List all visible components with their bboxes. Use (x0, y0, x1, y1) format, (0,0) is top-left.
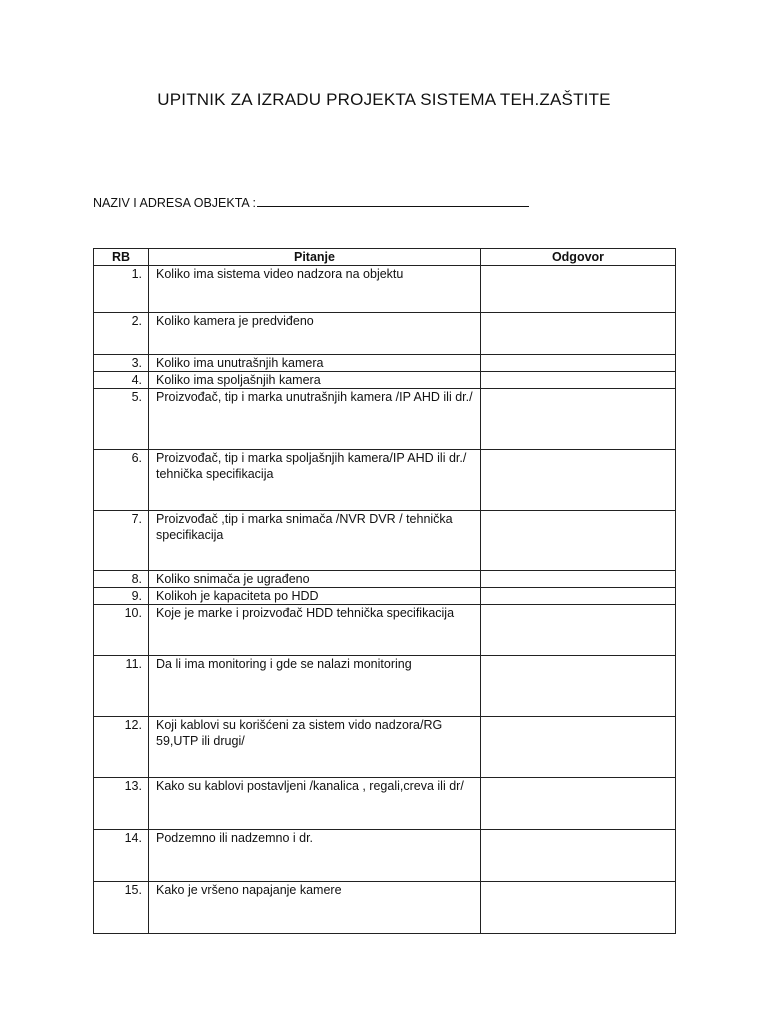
table-row (94, 588, 676, 605)
table-row (94, 882, 676, 934)
row-question: Koliko ima spoljašnjih kamera (149, 372, 481, 389)
row-answer-cell[interactable] (481, 571, 676, 588)
row-answer-cell[interactable] (481, 266, 676, 313)
table-row (94, 450, 676, 511)
row-number: 5. (94, 389, 149, 450)
page-title: UPITNIK ZA IZRADU PROJEKTA SISTEMA TEH.ZAŠTITE (157, 90, 611, 109)
object-name-address-line (93, 193, 529, 210)
table-row (94, 656, 676, 717)
row-number: 13. (94, 778, 149, 830)
row-question: Koliko snimača je ugrađeno (149, 571, 481, 588)
row-question: Da li ima monitoring i gde se nalazi monitoring (149, 656, 481, 717)
table-row (94, 266, 676, 313)
table-row (94, 389, 676, 450)
row-answer-cell[interactable] (481, 450, 676, 511)
row-answer-cell[interactable] (481, 389, 676, 450)
row-number: 14. (94, 830, 149, 882)
table-row (94, 372, 676, 389)
header-question: Pitanje (149, 249, 481, 266)
row-number: 3. (94, 355, 149, 372)
row-answer-cell[interactable] (481, 882, 676, 934)
row-answer-cell[interactable] (481, 372, 676, 389)
row-number: 6. (94, 450, 149, 511)
row-answer-cell[interactable] (481, 778, 676, 830)
row-question: Koliko ima sistema video nadzora na objektu (149, 266, 481, 313)
row-number: 10. (94, 605, 149, 656)
table-row (94, 313, 676, 355)
row-answer-cell[interactable] (481, 588, 676, 605)
row-question: Kolikoh je kapaciteta po HDD (149, 588, 481, 605)
row-number: 1. (94, 266, 149, 313)
row-question: Koliko ima unutrašnjih kamera (149, 355, 481, 372)
header-rb: RB (94, 249, 149, 266)
row-number: 7. (94, 511, 149, 571)
row-answer-cell[interactable] (481, 313, 676, 355)
table-row (94, 605, 676, 656)
table-row (94, 571, 676, 588)
row-answer-cell[interactable] (481, 717, 676, 778)
row-answer-cell[interactable] (481, 605, 676, 656)
row-answer-cell[interactable] (481, 355, 676, 372)
row-question: Koji kablovi su korišćeni za sistem vido nadzora/RG 59,UTP ili drugi/ (149, 717, 481, 778)
row-question: Proizvođač, tip i marka unutrašnjih kamera /IP AHD ili dr./ (149, 389, 481, 450)
table-row (94, 830, 676, 882)
row-answer-cell[interactable] (481, 830, 676, 882)
row-answer-cell[interactable] (481, 511, 676, 571)
object-name-address-field[interactable] (257, 193, 529, 207)
row-question: Proizvođač, tip i marka spoljašnjih kamera/IP AHD ili dr./ tehnička specifikacija (149, 450, 481, 511)
header-answer: Odgovor (481, 249, 676, 266)
table-header-row (94, 249, 676, 266)
questionnaire-table (93, 248, 676, 934)
row-question: Podzemno ili nadzemno i dr. (149, 830, 481, 882)
table-row (94, 511, 676, 571)
object-name-address-label: NAZIV I ADRESA OBJEKTA : (93, 196, 257, 210)
row-question: Proizvođač ,tip i marka snimača /NVR DVR / tehnička specifikacija (149, 511, 481, 571)
row-answer-cell[interactable] (481, 656, 676, 717)
table-row (94, 778, 676, 830)
row-question: Kako su kablovi postavljeni /kanalica , regali,creva ili dr/ (149, 778, 481, 830)
row-question: Koje je marke i proizvođač HDD tehnička specifikacija (149, 605, 481, 656)
row-number: 4. (94, 372, 149, 389)
row-number: 12. (94, 717, 149, 778)
row-question: Koliko kamera je predviđeno (149, 313, 481, 355)
row-number: 2. (94, 313, 149, 355)
row-number: 11. (94, 656, 149, 717)
table-row (94, 717, 676, 778)
row-number: 15. (94, 882, 149, 934)
row-question: Kako je vršeno napajanje kamere (149, 882, 481, 934)
row-number: 8. (94, 571, 149, 588)
table-row (94, 355, 676, 372)
row-number: 9. (94, 588, 149, 605)
